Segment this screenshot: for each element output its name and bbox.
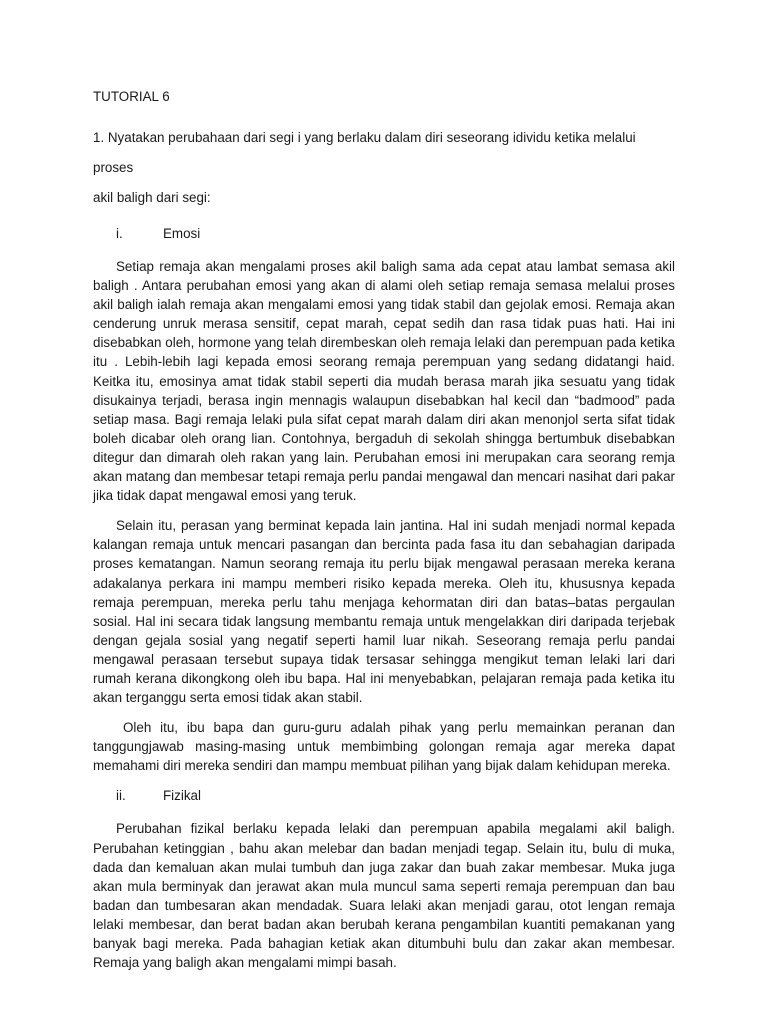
section-number: ii.: [116, 788, 126, 804]
question-line-2: akil baligh dari segi:: [93, 190, 211, 205]
paragraph-emosi-1: Setiap remaja akan mengalami proses akil baligh sama ada cepat atau lambat semasa akil baligh . Antara perubahan emosi yang akan di alami oleh setiap remaja semasa melalui proses akil baligh ialah remaja akan mengalami emosi yang tidak stabil dan gejolak emosi. Remaja akan cenderung unruk merasa sensitif, cepat marah, cepat sedih dan rasa tidak puas hati. Hai ini disebabkan oleh, hormone yang telah dirembeskan oleh remaja lelaki dan perempuan pada ketika itu . Lebih-lebih lagi kepada emosi seorang remaja perempuan yang sedang didatangi haid. Keitka itu, emosinya amat tidak stabil seperti dia mudah berasa marah jika sesuatu yang tidak disukainya terjadi, berasa ingin mennagis walaupun disebabkan hal kecil dan “badmood” pada setiap masa. Bagi remaja lelaki pula sifat cepat marah dalam diri akan menonjol serta sifat tidak boleh dicabar oleh orang lian. Contohnya, bergaduh di sekolah shingga bertumbuk disebabkan ditegur dan dimarah oleh rakan yang lain. Perubahan emosi ini merupakan cara seorang remja akan matang dan membesar tetapi remaja perlu pandai mengawal dan mencari nasihat dari pakar jika tidak dapat mengawal emosi yang teruk.: [93, 259, 675, 504]
paragraph-fizikal-1: Perubahan fizikal berlaku kepada lelaki dan perempuan apabila megalami akil baligh. Perubahan ketinggian , bahu akan melebar dan badan menjadi tegap. Selain itu, bulu di muka, dada dan kemaluan akan mulai tumbuh dan juga zakar dan buah zakar membesar. Muka juga akan mula berminyak dan jerawat akan mula muncul sama seperti remaja perempuan dan bau badan dan tumbesaran akan mendadak. Suara lelaki akan menjadi garau, otot lengan remaja lelaki membesar, dan berat badan akan berubah kerana pengambilan kuantiti pemakanan yang banyak bagi mereka. Pada bahagian ketiak akan ditumbuhi bulu dan zakar akan membesar. Remaja yang baligh akan mengalami mimpi basah.: [93, 821, 675, 971]
paragraph-emosi-3: Oleh itu, ibu bapa dan guru-guru adalah pihak yang perlu memainkan peranan dan tanggungjawab masing-masing untuk membimbing golongan remaja agar mereka dapat memahami diri mereka sendiri dan mampu membuat pilihan yang bijak dalam kehidupan mereka.: [93, 720, 675, 774]
question-line-1: 1. Nyatakan perubahaan dari segi i yang berlaku dalam diri seseorang idividu ketika melalui proses: [93, 130, 636, 175]
document-page: [93, 88, 675, 983]
section-title: Fizikal: [163, 788, 201, 804]
section-heading-fizikal: [93, 787, 675, 805]
section-number: i.: [116, 226, 123, 241]
document-title: TUTORIAL 6: [93, 89, 170, 104]
section-heading-emosi: [93, 225, 675, 243]
paragraph-emosi-2: Selain itu, perasan yang berminat kepada lain jantina. Hal ini sudah menjadi normal kepada kalangan remaja untuk mencari pasangan dan bercinta pada fasa itu dan sebahagian daripada proses kematangan. Namun seorang remaja itu perlu bijak mengawal perasaan mereka kerana adakalanya perkara ini mampu memberi risiko kepada mereka. Oleh itu, khususnya kepada remaja perempuan, mereka perlu tahu menjaga kehormatan diri dan batas–batas pergaulan sosial. Hal ini secara tidak langsung membantu remaja untuk mengelakkan diri daripada terjebak dengan gejala sosial yang negatif seperti hamil luar nikah. Seseorang remaja perlu pandai mengawal perasaan tersebut supaya tidak tersasar sehingga mengikut teman lelaki lari dari rumah kerana dikongkong oleh ibu bapa. Hal ini menyebabkan, pelajaran remaja pada ketika itu akan terganggu serta emosi tidak akan stabil.: [93, 518, 675, 706]
section-title: Emosi: [163, 226, 201, 241]
